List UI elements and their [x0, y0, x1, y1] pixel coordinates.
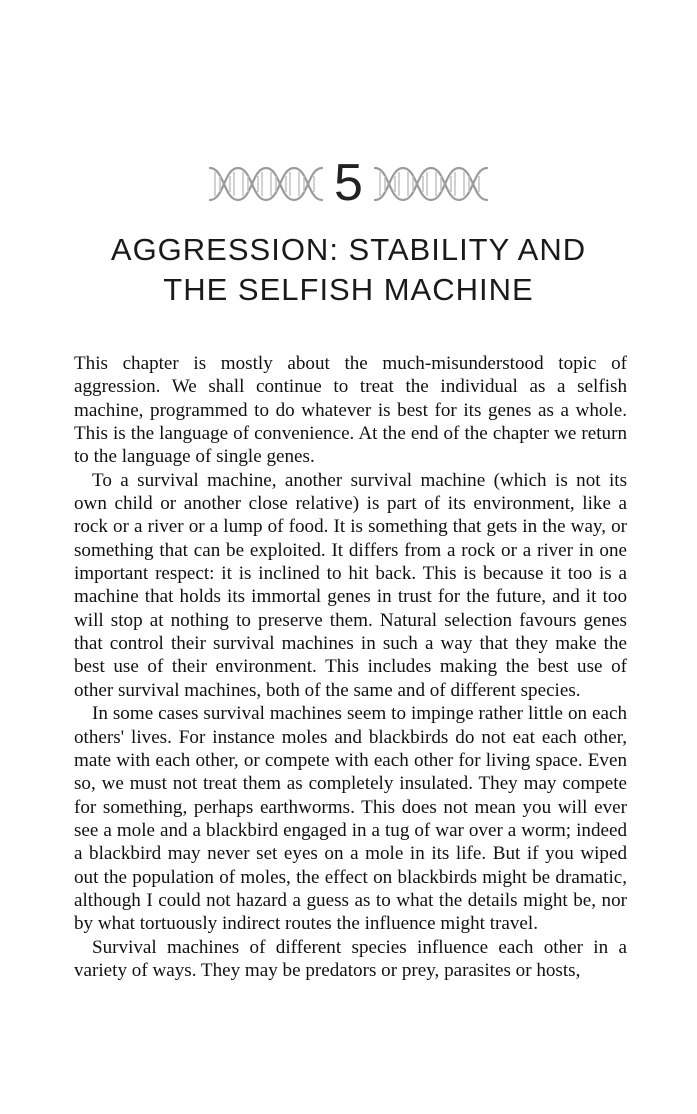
chapter-body [74, 352, 627, 982]
chapter-header [0, 148, 697, 218]
dna-helix-icon [206, 158, 326, 208]
chapter-title-line-1: AGGRESSION: STABILITY AND [110, 232, 587, 267]
chapter-number: 5 [334, 154, 363, 212]
paragraph: To a survival machine, another survival machine (which is not its own child or another close relative) is part of its environment, like a rock or a river or a lump of food. It is something that gets in the way, or something that can be exploited. It differs from a rock or a river in one important respect: it is inclined to hit back. This is because it too is a machine that holds its immortal genes in trust for the future, and it too will stop at nothing to preserve them. Natural selection favours genes that control their survival machines in such a way that they make the best use of their environment. This includes making the best use of other survival machines, both of the same and of different species. [74, 469, 627, 701]
chapter-title-line-2: THE SELFISH MACHINE [163, 272, 534, 307]
paragraph: In some cases survival machines seem to impinge rather little on each others' lives. For instance moles and blackbirds do not eat each other, mate with each other, or compete with each other for living space. Even so, we must not treat them as completely insulated. They may compete for something, perhaps earthworms. This does not mean you will ever see a mole and a blackbird engaged in a tug of war over a worm; indeed a blackbird may never set eyes on a mole in its life. But if you wiped out the population of moles, the effect on blackbirds might be dramatic, although I could not hazard a guess as to what the details might be, nor by what tortuously indirect routes the influence might travel. [74, 703, 627, 935]
paragraph: This chapter is mostly about the much-misunderstood topic of aggression. We shall continue to treat the individual as a selfish machine, programmed to do whatever is best for its genes as a whole. This is the language of convenience. At the end of the chapter we return to the language of single genes. [74, 353, 627, 468]
chapter-title [40, 230, 657, 310]
dna-helix-icon [371, 158, 491, 208]
paragraph: Survival machines of different species influence each other in a variety of ways. They may be predators or prey, parasites or hosts, [74, 936, 627, 981]
